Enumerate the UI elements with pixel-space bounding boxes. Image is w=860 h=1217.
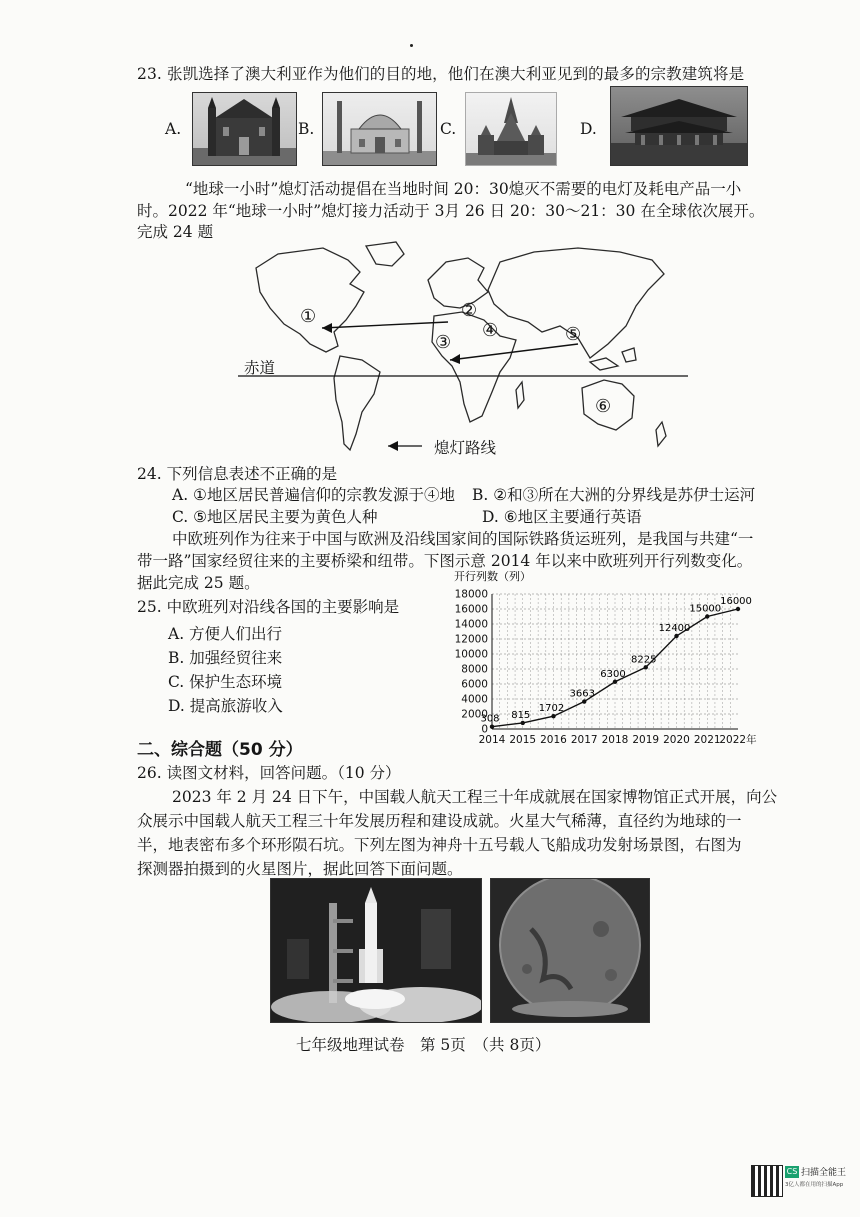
route-legend-label: 熄灯路线 <box>434 439 497 457</box>
chart-data-point <box>705 614 709 618</box>
chart-y-tick-label: 16000 <box>454 603 488 616</box>
q23-option-c-label: C. <box>440 120 457 138</box>
chart-data-point <box>613 680 617 684</box>
q23-option-d-label: D. <box>580 120 597 138</box>
south-america-outline <box>334 356 380 450</box>
chart-y-tick-label: 18000 <box>454 588 488 601</box>
intro25-line3: 据此完成 25 题。 <box>137 574 260 592</box>
q26-line1: 2023 年 2 月 24 日下午，中国载人航天工程三十年成就展在国家博物馆正式开展，向公 <box>172 788 778 806</box>
q26-stem: 26. 读图文材料，回答问题。（10 分） <box>137 764 401 782</box>
page-footer: 七年级地理试卷 第 5页 （共 8页） <box>296 1036 551 1054</box>
q25-option-d: D. 提高旅游收入 <box>168 697 283 715</box>
chart-x-tick-label: 2016 <box>540 734 567 746</box>
chart-y-tick-label: 14000 <box>454 618 488 631</box>
chart-data-label: 6300 <box>600 668 626 680</box>
scanner-app-subtitle: 3亿人都在用的扫描App <box>785 1182 844 1188</box>
chart-data-label: 308 <box>480 713 500 725</box>
chart-y-tick-label: 12000 <box>454 633 488 646</box>
q23-temple-image <box>610 86 748 166</box>
chart-y-tick-label: 8000 <box>461 663 488 676</box>
chart-data-label: 3663 <box>569 688 595 700</box>
chart-data-point <box>521 721 525 725</box>
q24-stem: 24. 下列信息表述不正确的是 <box>137 465 338 483</box>
q25-stem: 25. 中欧班列对沿线各国的主要影响是 <box>137 598 400 616</box>
q23-stem: 23. 张凯选择了澳大利亚作为他们的目的地，他们在澳大利亚见到的最多的宗教建筑将是 <box>137 65 745 83</box>
chart-y-tick-label: 0 <box>481 723 488 736</box>
chart-x-tick-label: 2017 <box>570 734 598 746</box>
intro25-line2: 带一路”国家经贸往来的主要桥梁和纽带。下图示意 2014 年以来中欧班列开行列数变化。 <box>137 552 753 570</box>
qr-code-icon <box>751 1165 783 1197</box>
map-marker-2: ② <box>461 300 478 321</box>
rocket-launch-photo <box>270 878 482 1023</box>
north-america-outline <box>256 248 364 352</box>
q23-pagoda-image <box>465 92 557 166</box>
q25-option-c: C. 保护生态环境 <box>168 673 283 691</box>
chart-data-point <box>490 724 494 728</box>
scanner-watermark <box>751 1165 847 1201</box>
chart-y-axis-label: 开行列数（列） <box>454 570 531 583</box>
ink-dot <box>410 44 413 47</box>
map-marker-1: ① <box>300 306 317 327</box>
map-marker-6: ⑥ <box>595 396 612 417</box>
europe-outline <box>428 258 488 308</box>
q24-option-a: A. ①地区居民普遍信仰的宗教发源于④地 <box>172 486 455 504</box>
chart-y-tick-label: 10000 <box>454 648 488 661</box>
q24-option-b: B. ②和③所在大洲的分界线是苏伊士运河 <box>472 486 756 504</box>
chart-y-tick-label: 6000 <box>461 678 488 691</box>
q24-option-c: C. ⑤地区居民主要为黄色人种 <box>172 508 378 526</box>
africa-outline <box>432 312 516 422</box>
intro24-line1: “地球一小时”熄灯活动提倡在当地时间 20：30熄灭不需要的电灯及耗电产品一小 <box>185 180 742 198</box>
chart-data-label: 12400 <box>658 623 691 634</box>
chart-x-tick-label: 2020 <box>663 734 690 746</box>
mars-photo <box>490 878 650 1023</box>
q23-church-image <box>192 92 297 166</box>
chart-x-tick-label: 2015 <box>509 734 537 746</box>
map-marker-4: ④ <box>482 320 499 341</box>
scanner-app-name: 扫描全能王 <box>801 1168 847 1178</box>
q26-line2: 众展示中国载人航天工程三十年发展历程和建设成就。火星大气稀薄，直径约为地球的一 <box>137 812 742 830</box>
equator-label: 赤道 <box>244 359 276 377</box>
q23-option-a-label: A. <box>165 120 182 138</box>
chart-x-tick-label: 2022年 <box>719 734 757 746</box>
chart-x-tick-label: 2014 <box>478 734 506 746</box>
chart-x-tick-label: 2021 <box>693 734 721 746</box>
q25-option-a: A. 方便人们出行 <box>168 625 283 643</box>
chart-data-label: 815 <box>511 709 531 721</box>
chart-svg <box>438 566 768 756</box>
q23-option-b-label: B. <box>298 120 315 138</box>
chart-data-label: 16000 <box>720 596 752 607</box>
q24-option-d: D. ⑥地区主要通行英语 <box>482 508 642 526</box>
chart-x-tick-label: 2018 <box>601 734 629 746</box>
train-count-chart <box>438 566 768 756</box>
section2-heading: 二、综合题（50 分） <box>137 740 303 760</box>
intro24-line2: 时。2022 年“地球一小时”熄灯接力活动于 3月 26 日 20：30～21：30 在全球依次展开。 <box>137 202 765 220</box>
chart-data-label: 1702 <box>538 703 565 715</box>
chart-y-tick-label: 4000 <box>461 693 488 706</box>
intro24-line3: 完成 24 题 <box>137 223 214 241</box>
chart-data-point <box>736 607 740 611</box>
q26-line3: 半，地表密布多个环形陨石坑。下列左图为神舟十五号载人飞船成功发射场景图，右图为 <box>137 836 742 854</box>
cs-logo-badge: CS <box>786 1167 798 1176</box>
chart-data-point <box>644 665 648 669</box>
world-map <box>238 240 688 458</box>
greenland-outline <box>366 242 404 266</box>
islands-outline <box>590 348 636 370</box>
chart-x-tick-label: 2019 <box>632 734 660 746</box>
q25-option-b: B. 加强经贸往来 <box>168 649 283 667</box>
q26-line4: 探测器拍摄到的火星图片，据此回答下面问题。 <box>137 860 463 878</box>
chart-y-tick-label: 2000 <box>461 708 488 721</box>
chart-data-point <box>582 699 586 703</box>
new-zealand-outline <box>656 422 666 446</box>
chart-data-label: 8225 <box>631 654 657 666</box>
madagascar-outline <box>516 382 524 408</box>
q23-mosque-image <box>322 92 437 166</box>
chart-data-point <box>674 634 678 638</box>
chart-data-label: 15000 <box>689 603 722 615</box>
chart-data-point <box>551 714 555 718</box>
intro25-line1: 中欧班列作为往来于中国与欧洲及沿线国家间的国际铁路货运班列，是我国与共建“一 <box>172 530 754 548</box>
map-marker-3: ③ <box>435 332 452 353</box>
map-marker-5: ⑤ <box>565 324 582 345</box>
